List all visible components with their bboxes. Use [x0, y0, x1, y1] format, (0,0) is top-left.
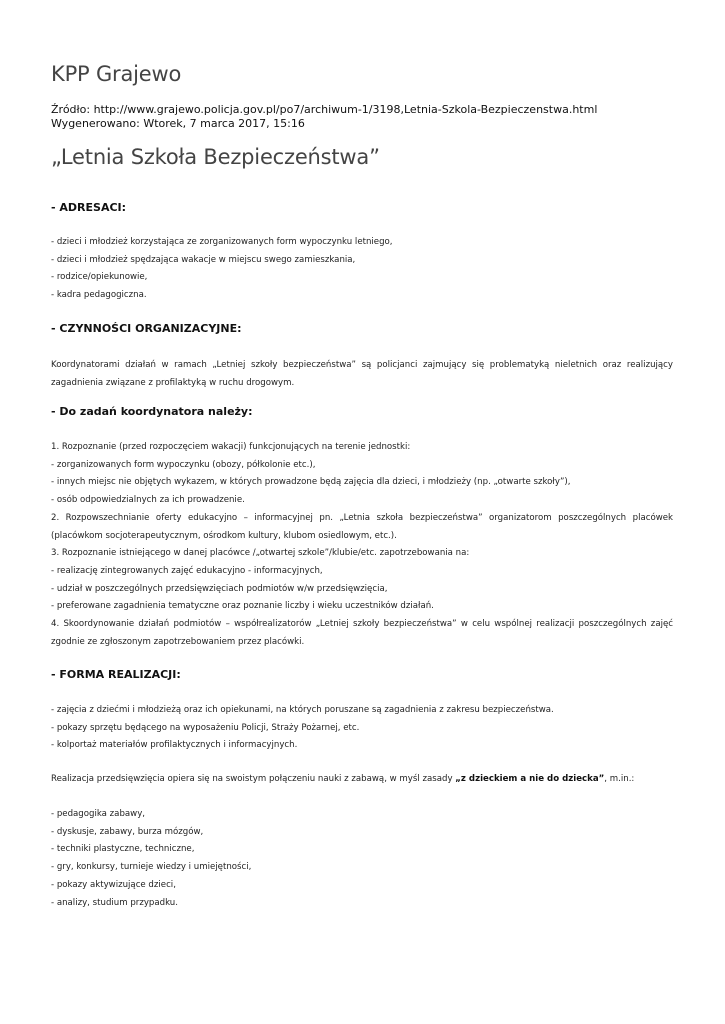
list-item: - zajęcia z dziećmi i młodzieżą oraz ich opiekunami, na których poruszane są zagadnienia z zakresu bezpieczeństwa.: [51, 705, 554, 715]
list-forma: [51, 702, 673, 755]
list-item: 4. Skoordynowanie działań podmiotów – współrealizatorów „Letniej szkoły bezpieczeństwa” w celu wspólnej realizacji poszczególnych zajęć zgodnie ze zgłoszonym zapotrzebowaniem przez placówki.: [51, 619, 673, 647]
site-title: KPP Grajewo: [51, 62, 182, 86]
paragraph-text: Koordynatorami działań w ramach „Letniej szkoły bezpieczeństwa” są policjanci zajmujący się problematyką nieletnich oraz realizujący zagadnienia związane z profilaktyką w ruchu drogowym.: [51, 360, 673, 388]
list-item: 1. Rozpoznanie (przed rozpoczęciem wakacji) funkcjonujących na terenie jednostki:: [51, 442, 411, 452]
section-czynnosci: [51, 322, 673, 336]
list-item: - gry, konkursy, turnieje wiedzy i umiejętności,: [51, 862, 252, 873]
list-item: - analizy, studium przypadku.: [51, 897, 178, 908]
realizacja-text-before: Realizacja przedsięwzięcia opiera się na swoistym połączeniu nauki z zabawą, w myśl zasady: [51, 774, 456, 784]
paragraph-czynnosci: [51, 357, 673, 392]
generated-line: Wygenerowano: Wtorek, 7 marca 2017, 15:16: [51, 117, 305, 130]
section-heading-adresaci: - ADRESACI:: [51, 201, 127, 214]
list-item: 2. Rozpowszechnianie oferty edukacyjno – informacyjnej pn. „Letnia szkoła bezpieczeństwa” organizatorom poszczególnych placówek (placówkom socjoterapeutycznym, ośrodkom kultury, klubom osiedlowym, etc.).: [51, 512, 673, 541]
list-adresaci: [51, 234, 673, 305]
section-adresaci: [51, 201, 673, 215]
list-item: - preferowane zagadnienia tematyczne oraz poznanie liczby i wieku uczestników działań.: [51, 601, 434, 612]
list-item: - rodzice/opiekunowie,: [51, 272, 148, 283]
section-heading-czynnosci: - CZYNNOŚCI ORGANIZACYJNE:: [51, 322, 242, 335]
list-item: - dyskusje, zabawy, burza mózgów,: [51, 826, 204, 837]
realizacja-motto: „z dzieckiem a nie do dziecka”: [455, 774, 605, 784]
section-heading-forma: - FORMA REALIZACJI:: [51, 668, 181, 681]
paragraph-text: [51, 771, 673, 789]
list-zadania: [51, 439, 673, 651]
section-zadania: [51, 405, 673, 419]
list-item: - osób odpowiedzialnych za ich prowadzenie.: [51, 495, 245, 506]
list-item: - kolportaż materiałów profilaktycznych i informacyjnych.: [51, 740, 298, 751]
document-header: [51, 62, 673, 169]
list-item: - udział w poszczególnych przedsięwzięciach podmiotów w/w przedsięwzięcia,: [51, 583, 388, 594]
realizacja-text-after: , m.in.:: [604, 774, 635, 784]
list-item: - dzieci i młodzież korzystająca ze zorganizowanych form wypoczynku letniego,: [51, 237, 393, 247]
section-forma: [51, 668, 673, 682]
list-item: - innych miejsc nie objętych wykazem, w których prowadzone będą zajęcia dla dzieci, i młodzieży (np. „otwarte szkoły”),: [51, 477, 571, 488]
list-item: - kadra pedagogiczna.: [51, 290, 147, 301]
section-heading-zadania: - Do zadań koordynatora należy:: [51, 405, 253, 418]
list-item: - dzieci i młodzież spędzająca wakacje w miejscu swego zamieszkania,: [51, 254, 356, 265]
source-line: Źródło: http://www.grajewo.policja.gov.pl/po7/archiwum-1/3198,Letnia-Szkola-Bezpieczenstwa.html: [51, 103, 598, 116]
list-item: - pokazy aktywizujące dzieci,: [51, 879, 176, 890]
list-item: - pedagogika zabawy,: [51, 809, 146, 819]
list-item: - zorganizowanych form wypoczynku (obozy, półkolonie etc.),: [51, 459, 316, 470]
list-methods: [51, 806, 673, 912]
paragraph-realizacja: [51, 771, 673, 789]
list-item: 3. Rozpoznanie istniejącego w danej placówce /„otwartej szkole”/klubie/etc. zapotrzebowania na:: [51, 548, 470, 559]
list-item: - pokazy sprzętu będącego na wyposażeniu Policji, Straży Pożarnej, etc.: [51, 722, 360, 733]
list-item: - realizację zintegrowanych zajęć edukacyjno - informacyjnych,: [51, 565, 323, 576]
list-item: - techniki plastyczne, techniczne,: [51, 844, 195, 855]
document-title: „Letnia Szkoła Bezpieczeństwa”: [51, 145, 380, 169]
